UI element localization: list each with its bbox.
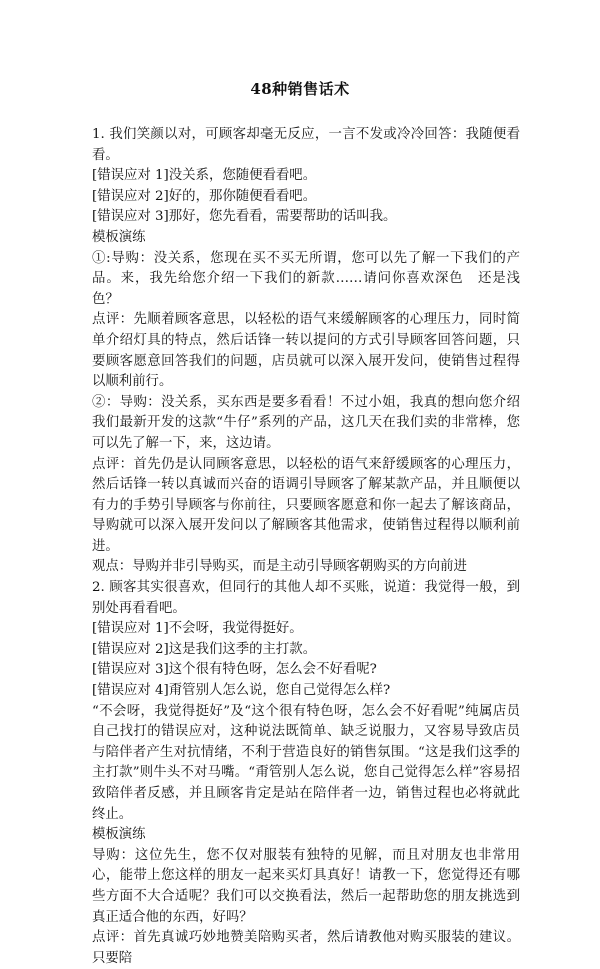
paragraph: 观点：导购并非引导购买，而是主动引导顾客朝购买的方向前进 (92, 559, 467, 575)
paragraph: ①:导购：没关系，您现在买不买无所谓，您可以先了解一下我们的产品。来，我先给您介绍一下我们的新款……请问你喜欢深色 还是浅色？ (92, 250, 520, 307)
wrong-response: [错误应对 3]这个很有特色呀，怎么会不好看呢? (92, 662, 377, 678)
wrong-response: [错误应对 1]不会呀，我觉得挺好。 (92, 621, 303, 637)
paragraph: “不会呀，我觉得挺好”及“这个很有特色呀，怎么会不好看呢”纯属店员自己找打的错误应对，这种说法既简单、缺乏说服力，又容易导致店员与陪伴者产生对抗情绪，不利于营造良好的销售氛围。“这是我们这季的主打款”则牛头不对马嘴。“甭管别人怎么说，您自己觉得怎么样”容易招致陪伴者反感，并且顾客肯定是站在陪伴者一边，销售过程也必将就此终止。 (92, 703, 520, 822)
paragraph: 2. 顾客其实很喜欢，但同行的其他人却不买账，说道：我觉得一般，到别处再看看吧。 (92, 580, 520, 616)
paragraph: 点评：首先仍是认同顾客意思，以轻松的语气来舒缓顾客的心理压力，然后话锋一转以真诚而兴奋的语调引导顾客了解某款产品，并且顺便以有力的手势引导顾客与你前往，只要顾客愿意和你一起去了解该商品，导购就可以深入展开发问以了解顾客其他需求，使销售过程得以顺利前进。 (92, 456, 520, 554)
document-body (92, 125, 520, 969)
wrong-response: [错误应对 2]这是我们这季的主打款。 (92, 641, 317, 657)
wrong-response: [错误应对 2]好的，那你随便看看吧。 (92, 188, 317, 204)
section-heading: 模板演练 (92, 827, 146, 843)
wrong-response: [错误应对 1]没关系，您随便看看吧。 (92, 168, 317, 184)
paragraph: 点评：首先真诚巧妙地赞美陪购买者，然后请教他对购买服装的建议。只要陪 (92, 930, 520, 966)
paragraph: ②：导购：没关系，买东西是要多看看！不过小姐，我真的想向您介绍我们最新开发的这款“牛仔”系列的产品，这几天在我们卖的非常棒，您可以先了解一下，来，这边请。 (92, 394, 520, 451)
wrong-response: [错误应对 3]那好，您先看看，需要帮助的话叫我。 (92, 209, 397, 225)
paragraph: 1. 我们笑颜以对，可顾客却毫无反应，一言不发或冷冷回答：我随便看看。 (92, 127, 520, 163)
document-title: 48种销售话术 (250, 80, 350, 98)
wrong-response: [错误应对 4]甭管别人怎么说，您自己觉得怎么样? (92, 683, 391, 699)
paragraph: 点评：先顺着顾客意思，以轻松的语气来缓解顾客的心理压力，同时简单介绍灯具的特点，然后话锋一转以提问的方式引导顾客回答问题，只要顾客愿意回答我们的问题，店员就可以深入展开发问，使销售过程得以顺利前行。 (92, 312, 520, 390)
paragraph: 导购：这位先生，您不仅对服装有独特的见解，而且对朋友也非常用心，能带上您这样的朋友一起来买灯具真好！请教一下，您觉得还有哪些方面不大合适呢？我们可以交换看法，然后一起帮助您的朋友挑选到真正适合他的东西，好吗？ (92, 847, 520, 925)
section-heading: 模板演练 (92, 229, 146, 245)
